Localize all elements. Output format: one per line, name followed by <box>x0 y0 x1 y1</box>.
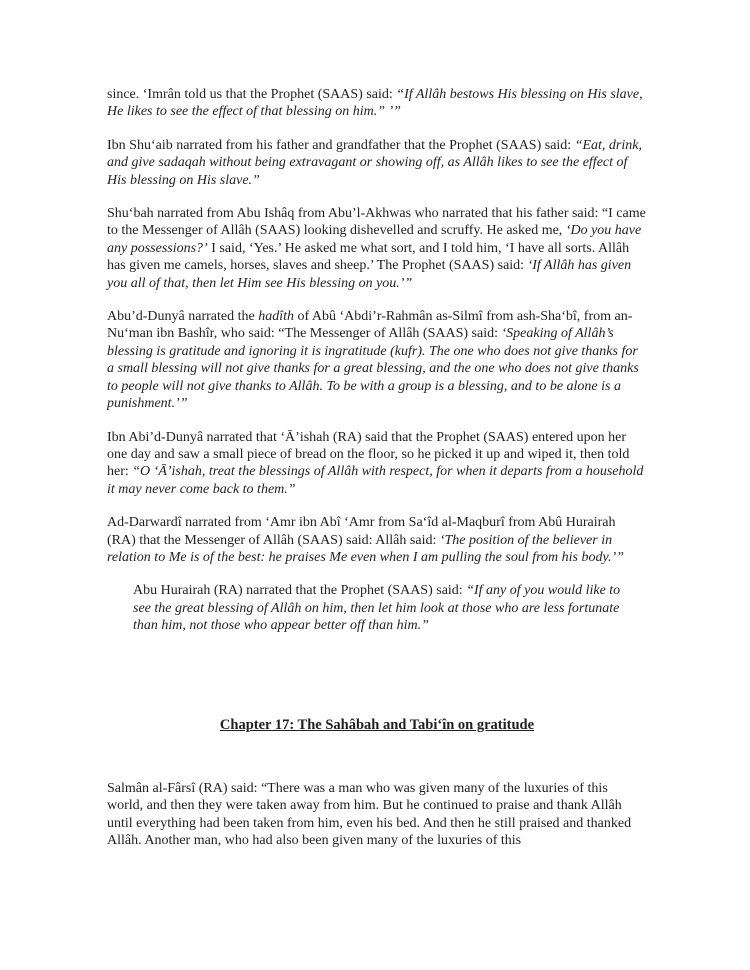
text-run: Ad-Darwardî narrated from ‘Amr ibn Abî ‘Amr from Sa‘îd al-Maqburî from Abû Hurairah (RA) that the Messenger of Allâh (SAAS) said: Allâh said: <box>107 515 616 548</box>
text-run: Salmân al-Fârsî (RA) said: “There was a man who was given many of the luxuries of this world, and then they were taken away from him. But he continued to praise and thank Allâh until everything had been taken from him, even his bed. And then he still praised and thanked Allâh. Another man, who had also been given many of the luxuries of this <box>107 780 632 849</box>
paragraph-ad-darwardi <box>107 514 647 566</box>
text-run: Chapter 17: The Sahâbah and Tabi‘în on gratitude <box>219 716 535 733</box>
text-run: hadîth <box>258 309 294 325</box>
paragraph-ibn-shuaib <box>107 137 647 189</box>
text-run: of Abû ‘Abdi’r-Rahmân as-Silmî from ash-Sha‘bî, from an-Nu‘man ibn Bashîr, who said: “The Messenger of Allâh (SAAS) said: <box>107 309 633 342</box>
text-run: since. ‘Imrân told us that the Prophet (SAAS) said: <box>107 87 397 102</box>
text-run: ‘If Allâh has given you all of that, then let Him see His blessing on you.’” <box>107 258 632 291</box>
text-run: Ibn Shu‘aib narrated from his father and grandfather that the Prophet (SAAS) said: <box>107 137 575 153</box>
text-run: Ibn Abi’d-Dunyâ narrated that ‘Ā’ishah (RA) said that the Prophet (SAAS) entered upon her one day and saw a small piece of bread on the floor, so he picked it up and wiped it, then told her: <box>107 429 630 480</box>
text-run: ‘Speaking of Allâh’s blessing is gratitude and ignoring it is ingratitude (kufr). The one who does not give thanks for a small blessing will not give thanks for a great blessing, and the one who does not give thanks to people will not give thanks to Allâh. To be with a group is a blessing, and to be alone is a punishment.’” <box>107 326 639 412</box>
paragraph-abud-dunya <box>107 308 647 412</box>
text-run: “O ‘Ā’ishah, treat the blessings of Allâh with respect, for when it departs from a household it may never come back to them.” <box>107 464 644 497</box>
text-run: Abu Hurairah (RA) narrated that the Prophet (SAAS) said: <box>133 583 467 599</box>
paragraph-abu-hurairah <box>133 582 633 634</box>
text-run: I said, ‘Yes.’ He asked me what sort, and I told him, ‘I have all sorts. Allâh has given me camels, horses, slaves and sheep.’ The Prophet (SAAS) said: <box>107 240 630 274</box>
paragraph-ibn-abid-dunya <box>107 429 647 499</box>
paragraph-imran <box>107 86 647 121</box>
paragraph-salman <box>107 780 647 850</box>
text-run: ‘The position of the believer in relation to Me is of the best: he praises Me even when I am pulling the soul from his body.’” <box>107 532 624 565</box>
text-run: “If any of you would like to see the great blessing of Allâh on him, then let him look at those who are less fortunate than him, not those who appear better off than him.” <box>133 583 621 634</box>
page-content <box>107 86 647 866</box>
text-run: “Eat, drink, and give sadaqah without being extravagant or showing off, as Allâh likes to see the effect of His blessing on His slave.” <box>107 137 642 188</box>
paragraph-shubah <box>107 205 647 292</box>
text-run: ‘Do you have any possessions?’ <box>107 223 642 256</box>
text-run: “If Allâh bestows His blessing on His slave, He likes to see the effect of that blessing on him.” ’” <box>107 87 643 120</box>
chapter-heading <box>107 717 647 734</box>
text-run: Abu’d-Dunyâ narrated the <box>107 309 259 325</box>
text-run: Shu‘bah narrated from Abu Ishâq from Abu’l-Akhwas who narrated that his father said: “I came to the Messenger of Allâh (SAAS) looking dishevelled and scruffy. He asked me, <box>107 206 646 239</box>
